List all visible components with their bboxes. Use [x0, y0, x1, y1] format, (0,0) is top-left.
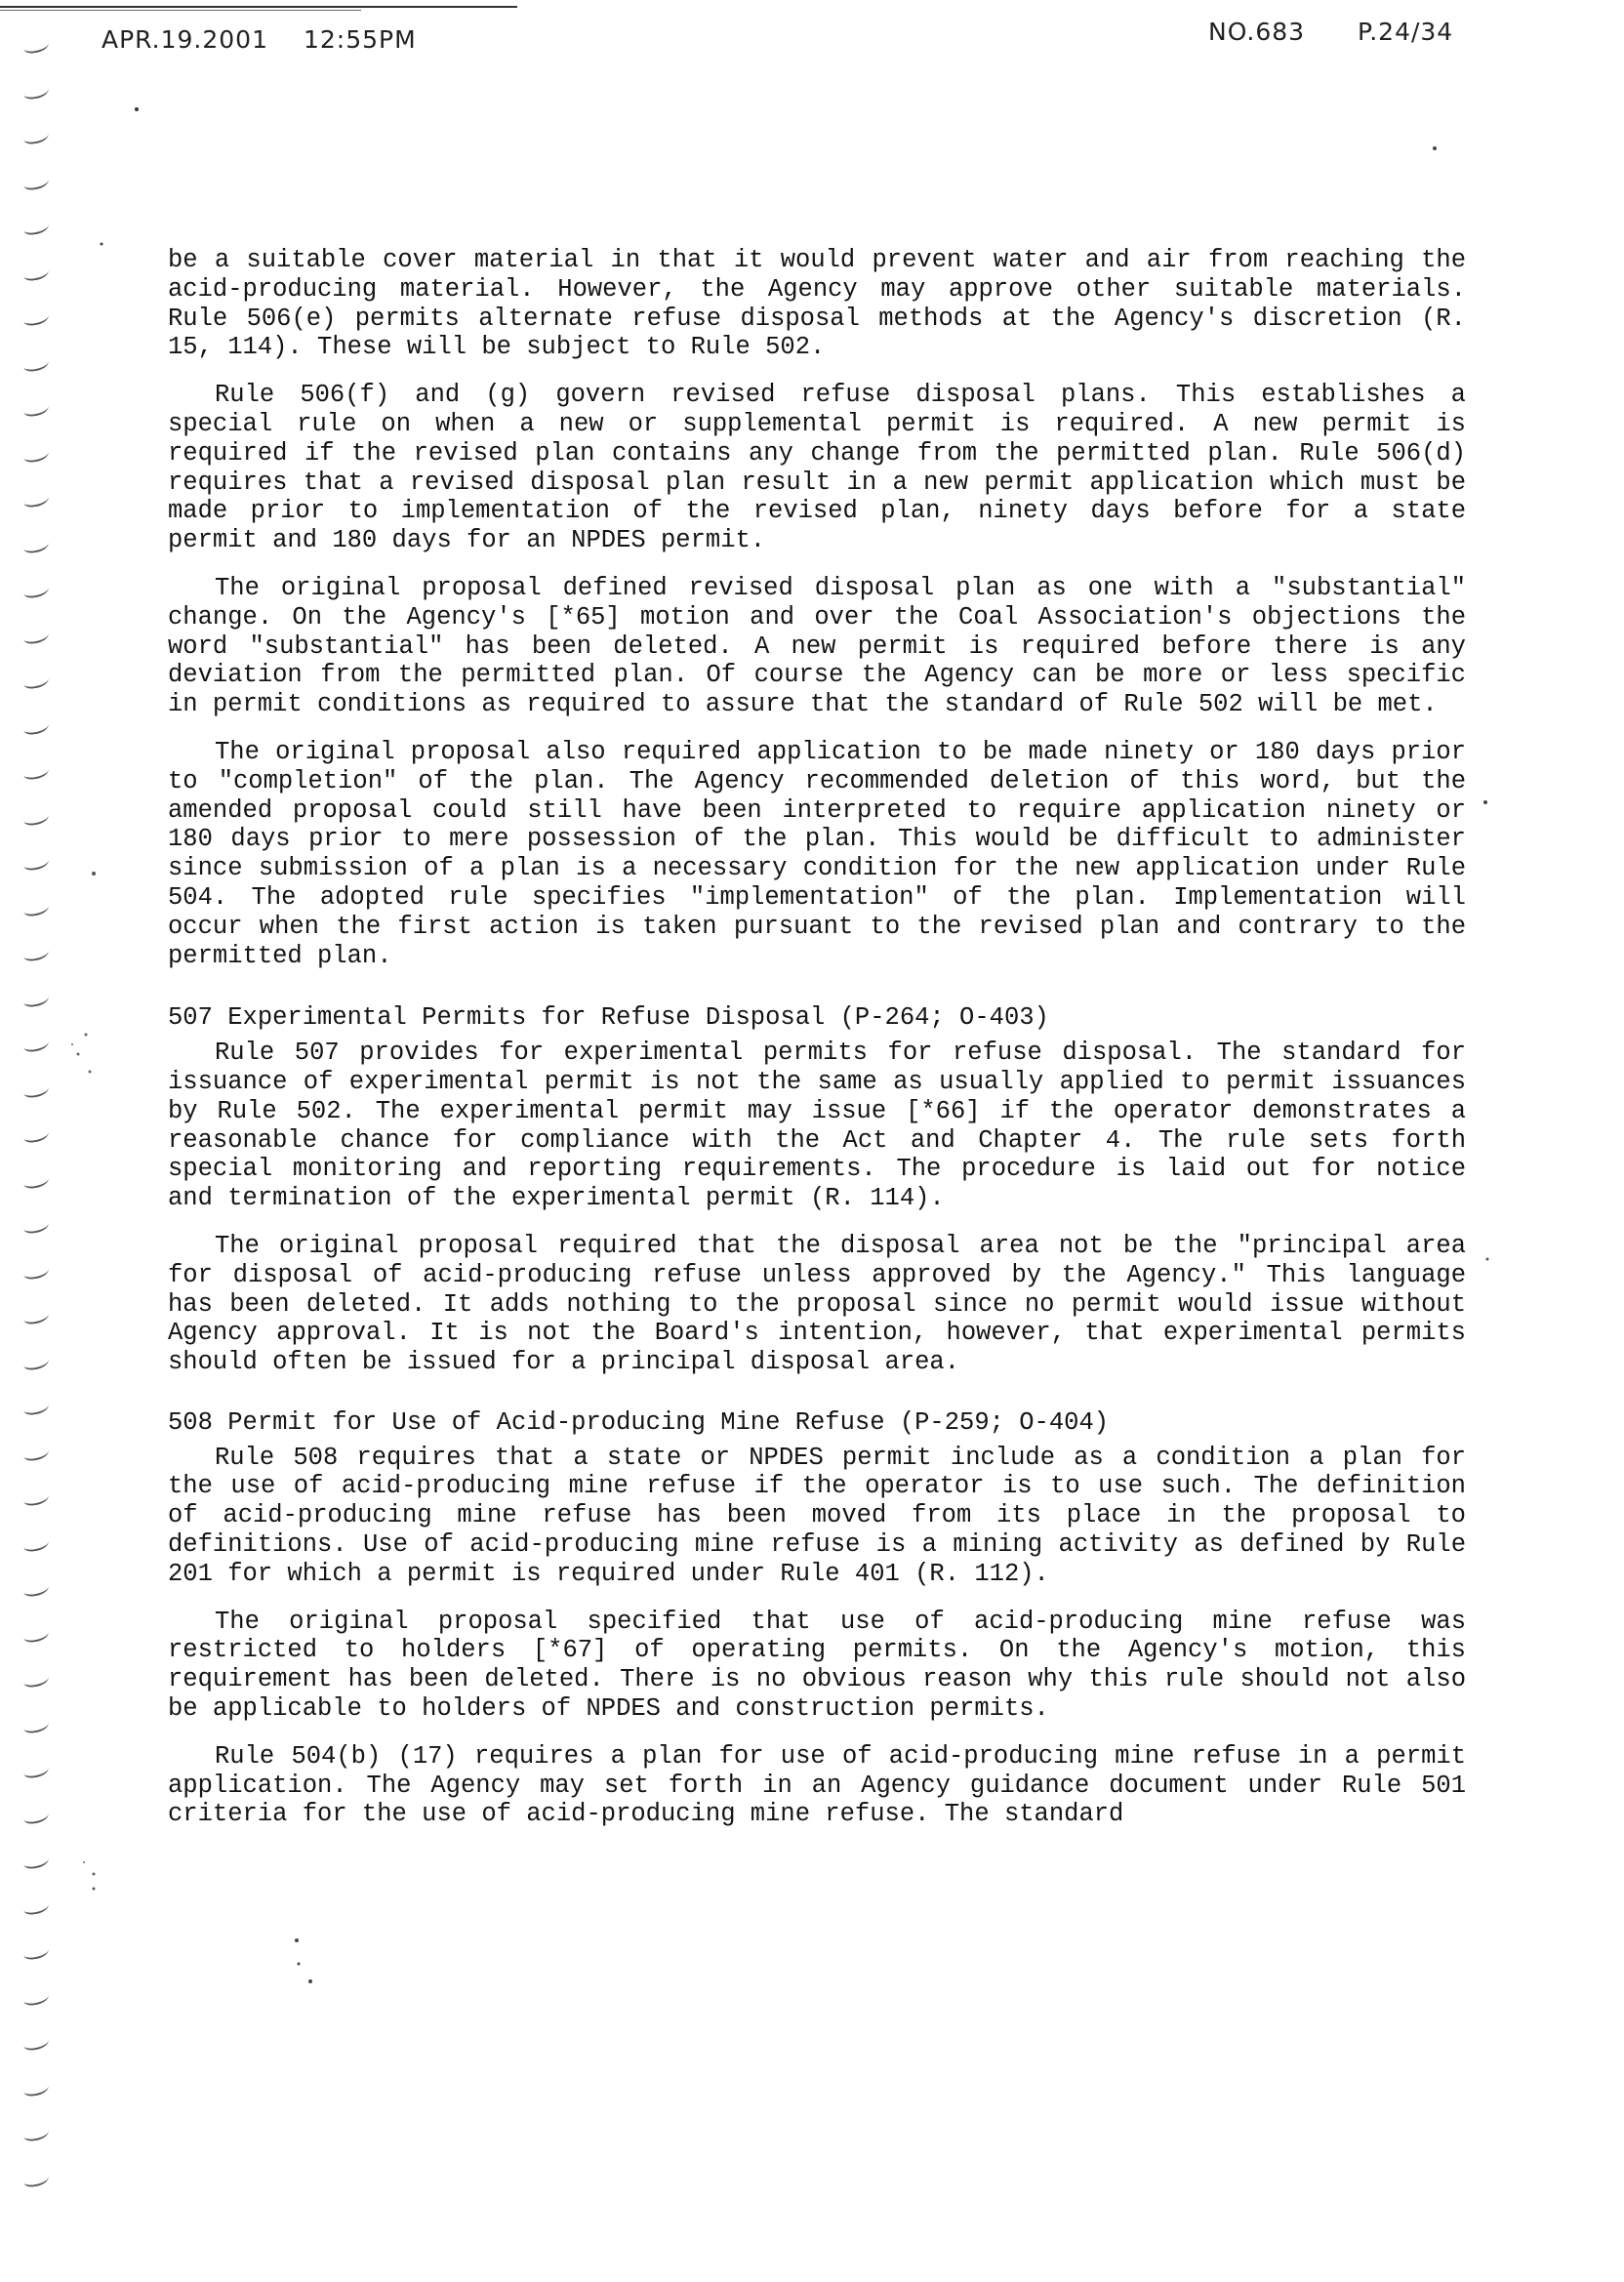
edge-mark [22, 174, 50, 190]
edge-mark [22, 1308, 50, 1324]
edge-mark [22, 1081, 50, 1098]
body-paragraph: Rule 508 requires that a state or NPDES permit include as a condition a plan for the use of acid-producing mine refuse if the operator is to use such. The definition of acid-producing mine refuse has been moved from its place in the proposal to definitions. Use of acid-producing mine refuse is a mining activity as defined by Rule 201 for which a permit is required under Rule 401 (R. 112). [168, 1443, 1466, 1588]
edge-mark [22, 1535, 50, 1552]
edge-mark [22, 1172, 50, 1189]
edge-mark [22, 991, 50, 1007]
edge-mark [22, 1354, 50, 1370]
edge-mark [22, 2171, 50, 2187]
edge-mark [22, 1626, 50, 1643]
edge-mark [22, 672, 50, 689]
edge-mark [22, 1445, 50, 1461]
edge-mark [22, 1489, 50, 1506]
edge-mark [22, 2034, 50, 2051]
edge-mark [22, 219, 50, 235]
fax-date: APR.19.2001 [102, 25, 268, 54]
edge-mark [22, 1853, 50, 1869]
fax-time: 12:55PM [304, 25, 417, 54]
edge-mark [22, 265, 50, 281]
edge-mark [22, 900, 50, 917]
fax-top-rule-secondary [0, 10, 361, 11]
edge-mark [22, 400, 50, 417]
edge-mark [22, 2080, 50, 2097]
fax-header-right [1208, 18, 1453, 46]
edge-mark [22, 854, 50, 871]
edge-mark [22, 446, 50, 463]
body-paragraph: The original proposal also required application to be made ninety or 180 days prior to "completion" of the plan. The Agency recommended deletion of this word, but the amended proposal could still have been interpreted to require application ninety or 180 days prior to mere possession of the plan. This would be difficult to administer since submission of a plan is a necessary condition for the new application under Rule 504. The adopted rule specifies "implementation" of the plan. Implementation will occur when the first action is taken pursuant to the revised plan and contrary to the permitted plan. [168, 737, 1466, 970]
edge-mark [22, 1898, 50, 1915]
fax-header-left [102, 25, 417, 54]
body-paragraph: The original proposal required that the disposal area not be the "principal area for disposal of acid-producing refuse unless approved by the Agency." This language has been deleted. It adds nothing to the proposal since no permit would issue without Agency approval. It is not the Board's intention, however, that experimental permits should often be issued for a principal disposal area. [168, 1231, 1466, 1377]
edge-mark [22, 1808, 50, 1824]
edge-mark [22, 1989, 50, 2006]
edge-mark [22, 537, 50, 553]
edge-mark [22, 628, 50, 644]
body-paragraph: be a suitable cover material in that it would prevent water and air from reaching the acid-producing material. However, the Agency may approve other suitable materials. Rule 506(e) permits alternate refuse disposal methods at the Agency's discretion (R. 15, 114). These will be subject to Rule 502. [168, 246, 1466, 362]
edge-mark [22, 1580, 50, 1597]
edge-mark [22, 1036, 50, 1052]
section-heading: 507 Experimental Permits for Refuse Disposal (P-264; O-403) [168, 1003, 1049, 1033]
body-paragraph: Rule 507 provides for experimental permits for refuse disposal. The standard for issuance of experimental permit is not the same as usually applied to permit issuances by Rule 502. The experimental permit may issue [*66] if the operator demonstrates a reasonable chance for compliance with the Act and Chapter 4. The rule sets forth special monitoring and reporting requirements. The procedure is laid out for notice and termination of the experimental permit (R. 114). [168, 1039, 1466, 1213]
body-paragraph: The original proposal specified that use of acid-producing mine refuse was restricted to holders [*67] of operating permits. On the Agency's motion, this requirement has been deleted. There is no obvious reason why this rule should not also be applicable to holders of NPDES and construction permits. [168, 1607, 1466, 1724]
edge-mark [22, 2125, 50, 2141]
edge-mark [22, 1762, 50, 1778]
edge-mark [22, 1126, 50, 1143]
document-body [168, 246, 1466, 1848]
edge-mark [22, 1263, 50, 1280]
edge-mark [22, 718, 50, 735]
body-paragraph: Rule 506(f) and (g) govern revised refuse disposal plans. This establishes a special rule on when a new or supplemental permit is required. A new permit is required if the revised plan contains any change from the permitted plan. Rule 506(d) requires that a revised disposal plan result in a new permit application which must be made prior to implementation of the revised plan, ninety days before for a state permit and 180 days for an NPDES permit. [168, 381, 1466, 555]
edge-mark [22, 128, 50, 144]
edge-mark [22, 1717, 50, 1733]
fax-page-number: P.24/34 [1358, 18, 1454, 46]
section-heading: 508 Permit for Use of Acid-producing Mine Refuse (P-259; O-404) [168, 1407, 1110, 1437]
edge-mark [22, 491, 50, 508]
edge-mark [22, 83, 50, 100]
edge-mark [22, 1399, 50, 1415]
edge-mark [22, 1943, 50, 1960]
body-paragraph: Rule 504(b) (17) requires a plan for use of acid-producing mine refuse in a permit application. The Agency may set forth in an Agency guidance document under Rule 501 criteria for the use of acid-producing mine refuse. The standard [168, 1741, 1466, 1829]
edge-mark [22, 355, 50, 372]
body-paragraph: The original proposal defined revised disposal plan as one with a "substantial" change. On the Agency's [*65] motion and over the Coal Association's objections the word "substantial" has been deleted. A new permit is required before there is any deviation from the permitted plan. Of course the Agency can be more or less specific in permit conditions as required to assure that the standard of Rule 502 will be met. [168, 573, 1466, 719]
fax-number: NO.683 [1208, 18, 1306, 46]
edge-mark [22, 309, 50, 326]
edge-mark [22, 1217, 50, 1234]
edge-mark [22, 763, 50, 780]
edge-mark [22, 945, 50, 961]
fax-top-rule [0, 6, 517, 8]
edge-mark [22, 809, 50, 826]
edge-mark [22, 1671, 50, 1688]
edge-mark [22, 37, 50, 54]
edge-mark [22, 582, 50, 598]
